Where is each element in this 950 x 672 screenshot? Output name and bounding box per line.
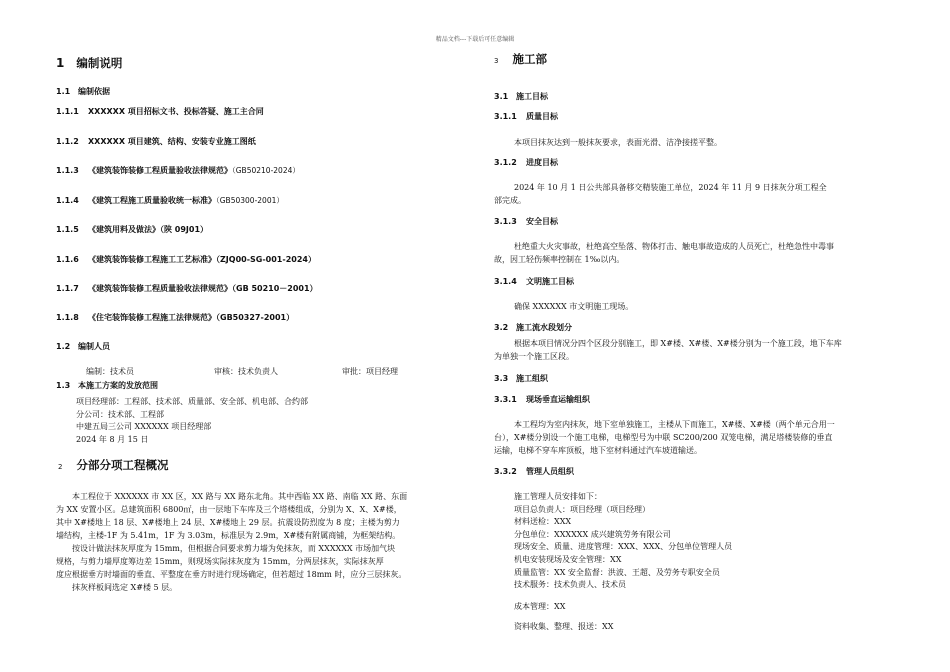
section-1-heading: 1 编制说明 [56, 56, 123, 70]
basis-item: 1.1.5 《建筑用料及做法》（陕 09J01） [56, 225, 209, 234]
page-header-note: 精品文档---下载后可任意编辑 [435, 36, 515, 43]
section-3-3-heading: 3.3 施工组织 [494, 374, 548, 383]
basis-item: 1.1.4 《建筑工程施工质量验收统一标准》（GB50300-2001） [56, 196, 284, 205]
schedule-goal-heading: 3.1.2 进度目标 [494, 158, 558, 167]
staff-line: 施工管理人员安排如下： [514, 492, 602, 501]
distribution-date: 2024 年 8 月 15 日 [76, 434, 149, 444]
safety-goal-heading: 3.1.3 安全目标 [494, 217, 558, 226]
section-3-heading: 3 施工部 [494, 52, 547, 66]
management-staff-list [514, 491, 732, 592]
basis-item: 1.1.6 《建筑装饰装修工程施工工艺标准》（ZJQ00-SG-001-2024） [56, 255, 316, 264]
reviewer-role: 审核：技术负责人 [214, 367, 278, 376]
editor-role: 编制：技术员 [86, 367, 134, 376]
project-overview-paragraph: 本工程位于 XXXXXX 市 XX 区，XX 路与 XX 路东北角。其中西临 XX 路、南临 XX 路、东面 为 XX 安置小区。总建筑面积 6800㎡，由一层地下车库及三个塔楼组成，分别为 X、X、X#楼， 其中 X#楼地上 18 层、X#楼地上 24 层、X#楼地上 29 层。抗震设防烈度为 8 度；主楼为剪力 墙结构，主楼-1F 为 5.41m，1F 为 3.03m，标准层为 2.9m，X#楼有附属商铺，为框架结构。 按设计做法抹灰厚度为 15mm，但根据合同要求剪力墙为免抹灰，而 XXXXXX 市场加气块 规格，与剪力墙厚度筹边差 15mm，则现场实际抹灰度为 15mm，分两层抹灰，实际抹灰厚 度应根据垂方时墙面的垂直、平整度在垂方时进行现场确定，但若超过 18mm 时，应分三层抹灰。 抹灰样板间选定 X#楼 5 层。 [56, 492, 408, 592]
section-1-1-heading: 1.1 编制依据 [56, 87, 110, 96]
staff-line: 技术服务：技术负责人、技术员 [514, 580, 626, 590]
section-3-1-heading: 3.1 施工目标 [494, 92, 548, 101]
staff-line: 材料送检：XXX [514, 517, 572, 527]
section-1-3-heading: 1.3 本施工方案的发放范围 [56, 381, 158, 390]
basis-item: 1.1.1 XXXXXX 项目招标文书、投标答疑、施工主合同 [56, 107, 264, 116]
staff-line: 分包单位：XXXXXX 成兴建筑劳务有限公司 [514, 529, 671, 539]
vertical-transport-heading: 3.3.1 现场垂直运输组织 [494, 395, 590, 404]
distribution-list [76, 396, 308, 446]
section-3-2-heading: 3.2 施工流水段划分 [494, 323, 572, 332]
vertical-transport-text: 本工程均为室内抹灰，地下室单独施工，主楼从下而施工，X#楼、X#楼（两个单元合用一 台），X#楼分别设一个施工电梯，电梯型号为中联 SC200/200 双笼电梯，满足塔楼装修的垂直 运输，电梯不穿车库顶板，地下室材料通过汽车坡道输送。 [494, 420, 835, 455]
staff-line: 机电安装现场及安全管理：XX [514, 554, 622, 564]
civilized-goal-heading: 3.1.4 文明施工目标 [494, 277, 574, 286]
staff-line: 项目总负责人：项目经理（项目经理） [514, 504, 650, 514]
flow-section-text: 根据本项目情况分四个区段分别施工，即 X#楼、X#楼、X#楼分别为一个施工段，地下车库 为单独一个施工区段。 [494, 339, 842, 361]
basis-item: 1.1.8 《住宅装饰装修工程施工法律规范》（GB50327-2001） [56, 313, 295, 322]
safety-goal-text: 杜绝重大火灾事故，杜绝高空坠落、物体打击、触电事故造成的人员死亡，杜绝急性中毒事 故，因工轻伤频率控制在 1‰以内。 [494, 242, 834, 264]
basis-item: 1.1.3 《建筑装饰装修工程质量验收法律规范》（GB50210-2024） [56, 166, 300, 175]
approver-role: 审批：项目经理 [342, 367, 398, 376]
distribution-line: 分公司：技术部、工程部 [76, 409, 164, 419]
section-1-2-heading: 1.2 编制人员 [56, 342, 110, 351]
staff-roles-row [86, 359, 398, 378]
staff-line: 现场安全、质量、进度管理：XXX、XXX、分包单位管理人员 [514, 542, 733, 552]
document-management-line: 资料收集、整理、报送：XX [514, 622, 614, 631]
civilized-goal-text: 确保 XXXXXX 市文明施工现场。 [514, 302, 634, 311]
staff-line: 质量监管：XX 安全监督：洪波、王超、及劳务专职安全员 [514, 567, 720, 577]
quality-goal-heading: 3.1.1 质量目标 [494, 112, 558, 121]
quality-goal-text: 本项目抹灰达到一般抹灰要求，表面光滑、洁净接搓平整。 [514, 138, 722, 147]
basis-item: 1.1.7 《建筑装饰装修工程质量验收法律规范》（GB 50210－2001） [56, 284, 318, 293]
distribution-line: 中建五局三公司 XXXXXX 项目经理部 [76, 422, 212, 432]
schedule-goal-text: 2024 年 10 月 1 日公共部具备移交精装施工单位，2024 年 11 月 9 日抹灰分项工程全 部完成。 [494, 183, 827, 205]
section-2-heading: 2 分部分项工程概况 [58, 458, 169, 472]
distribution-line: 项目经理部：工程部、技术部、质量部、安全部、机电部、合约部 [76, 397, 308, 406]
basis-item: 1.1.2 XXXXXX 项目建筑、结构、安装专业施工图纸 [56, 137, 256, 146]
management-staff-heading: 3.3.2 管理人员组织 [494, 467, 574, 476]
cost-management-line: 成本管理：XX [514, 602, 566, 611]
